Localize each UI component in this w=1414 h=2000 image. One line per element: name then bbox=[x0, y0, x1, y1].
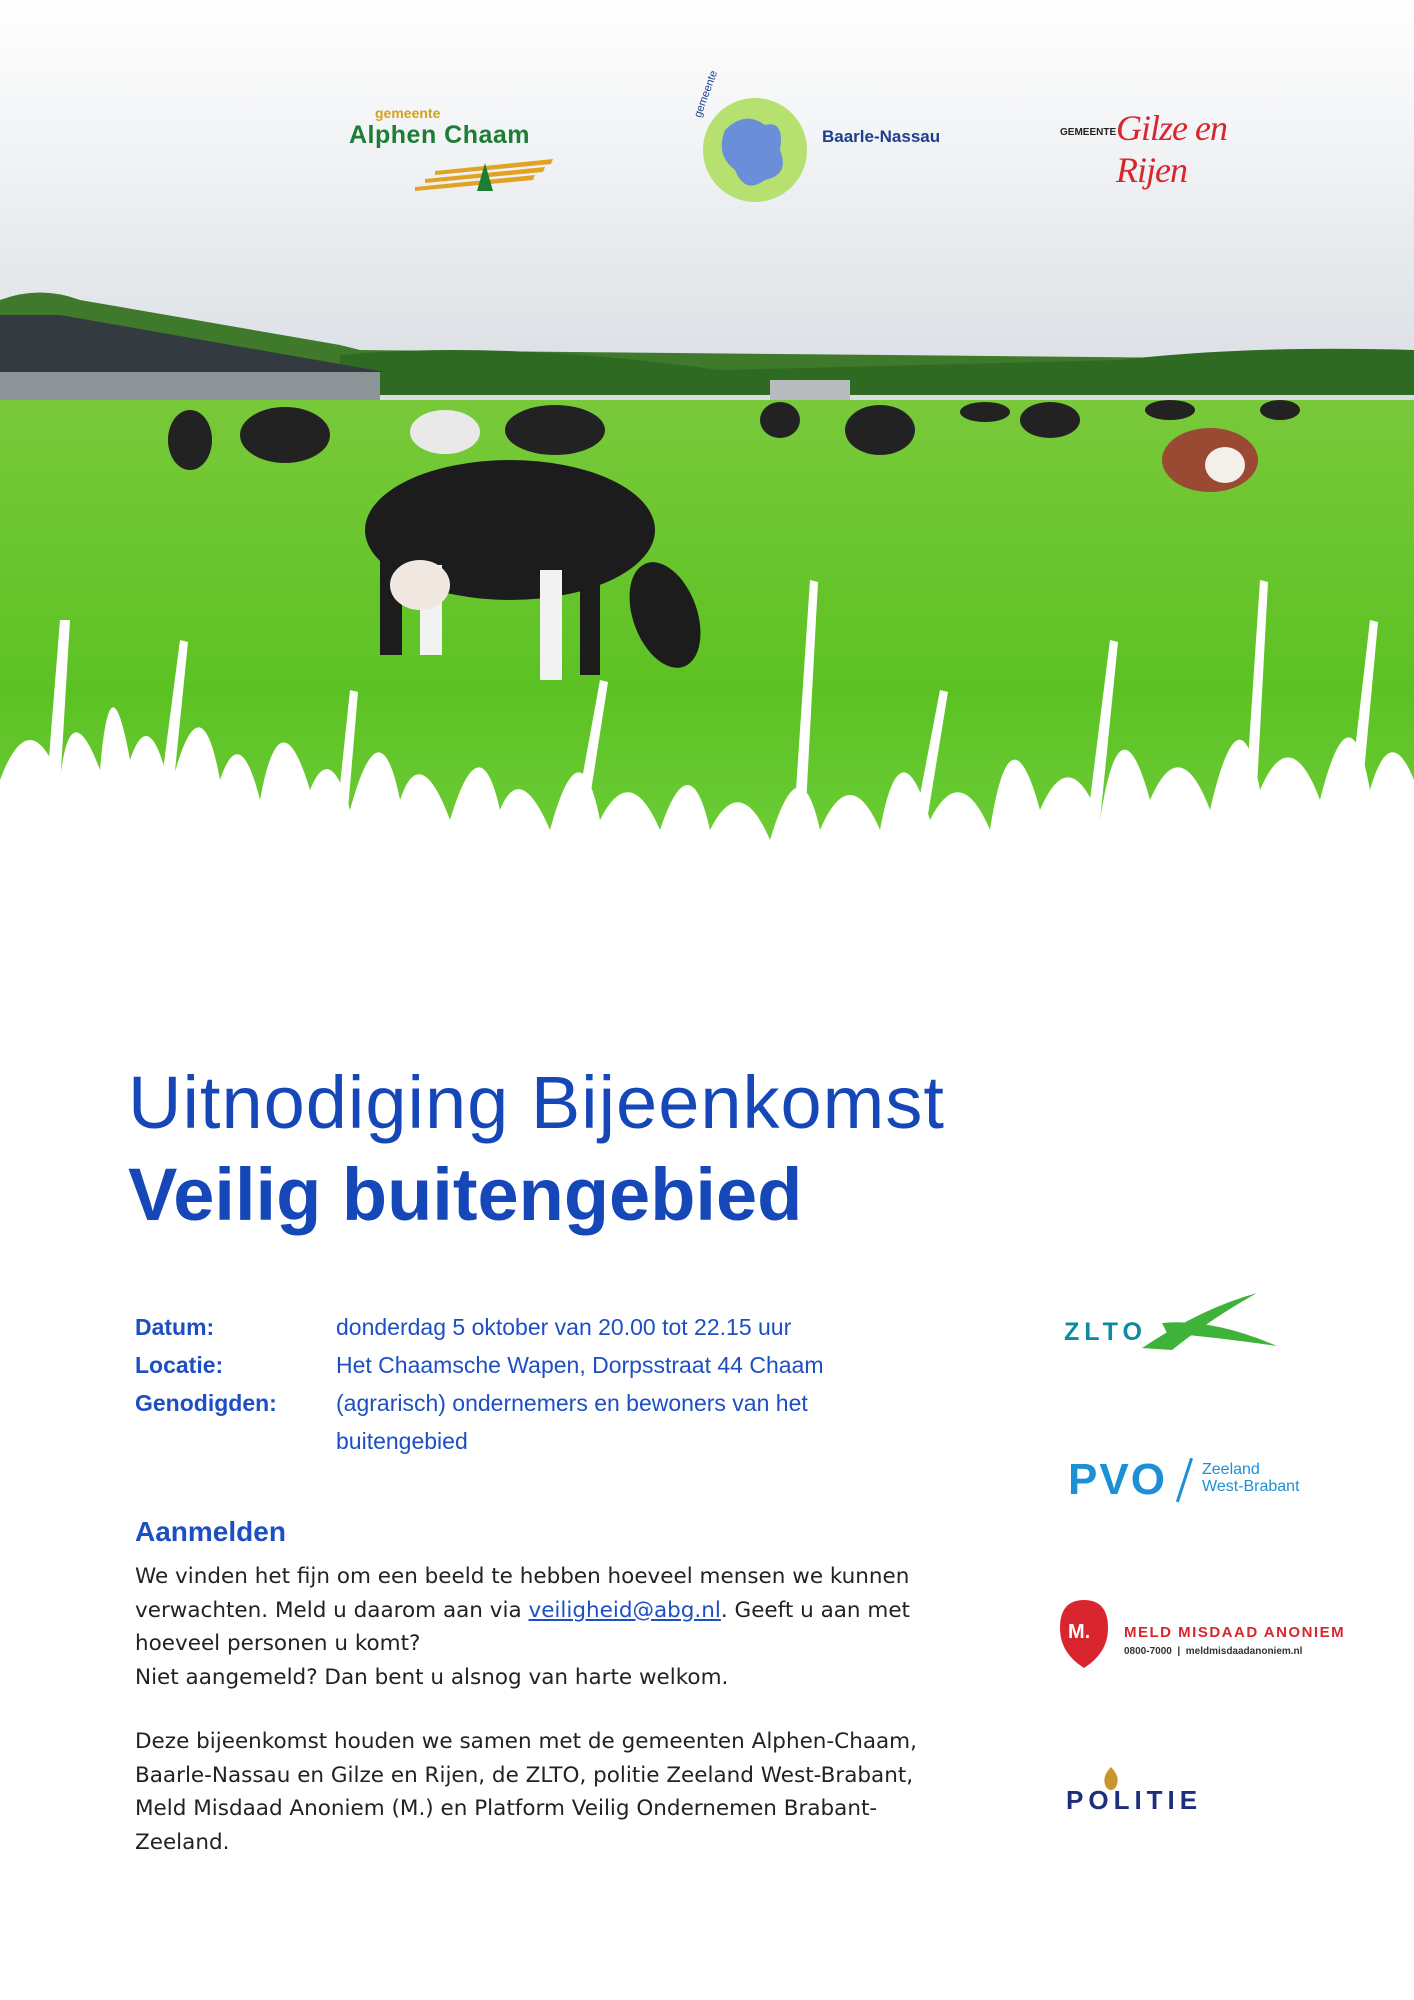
mma-shield-icon bbox=[1058, 1598, 1110, 1670]
genodigden-row bbox=[135, 1384, 995, 1422]
zlto-swoosh-icon bbox=[1142, 1288, 1282, 1358]
genodigden-value: (agrarisch) ondernemers en bewoners van het bbox=[336, 1390, 808, 1416]
genodigden-row-2 bbox=[135, 1422, 995, 1460]
pvo-logo bbox=[1068, 1455, 1308, 1515]
email-link[interactable]: veiligheid@abg.nl bbox=[528, 1597, 721, 1623]
datum-value: donderdag 5 oktober van 20.00 tot 22.15 uur bbox=[336, 1314, 792, 1340]
aanmelden-text bbox=[135, 1560, 995, 1694]
partners-line-3: Meld Misdaad Anoniem (M.) en Platform Veilig Ondernemen Brabant- bbox=[135, 1796, 878, 1821]
politie-text: POLITIE bbox=[1066, 1785, 1203, 1815]
gilze-rijen-logo bbox=[1060, 107, 1300, 190]
svg-text:M.: M. bbox=[1068, 1621, 1091, 1643]
politie-logo bbox=[1066, 1765, 1266, 1825]
aanmelden-line-3: hoeveel personen u komt? bbox=[135, 1631, 421, 1656]
locatie-row bbox=[135, 1346, 995, 1384]
partners-text bbox=[135, 1725, 995, 1859]
locatie-value: Het Chaamsche Wapen, Dorpsstraat 44 Chaam bbox=[336, 1352, 824, 1378]
genodigden-label: Genodigden: bbox=[135, 1390, 277, 1416]
municipality-logos bbox=[0, 69, 1414, 205]
locatie-label: Locatie: bbox=[135, 1352, 224, 1378]
meld-misdaad-anoniem-logo bbox=[1058, 1598, 1368, 1678]
aanmelden-line-2: verwachten. Meld u daarom aan via veiligheid@abg.nl. Geeft u aan met bbox=[135, 1597, 910, 1623]
partners-line-4: Zeeland. bbox=[135, 1829, 230, 1855]
baarle-nassau-name: Baarle-Nassau bbox=[822, 127, 941, 146]
aanmelden-heading: Aanmelden bbox=[135, 1516, 286, 1547]
title-line-1: Uitnodiging Bijeenkomst bbox=[128, 1061, 945, 1144]
hero-image bbox=[0, 0, 1414, 980]
genodigden-value-2: buitengebied bbox=[336, 1428, 468, 1454]
partners-line-1: Deze bijeenkomst houden we samen met de gemeenten Alphen-Chaam, bbox=[135, 1729, 917, 1754]
baarle-nassau-gemeente: gemeente bbox=[692, 69, 721, 120]
pvo-text: PVO bbox=[1068, 1455, 1167, 1504]
datum-label: Datum: bbox=[135, 1314, 215, 1340]
aanmelden-line-4: Niet aangemeld? Dan bent u alsnog van harte welkom. bbox=[135, 1664, 729, 1690]
zlto-text: ZLTO bbox=[1064, 1318, 1147, 1346]
event-details bbox=[135, 1308, 995, 1460]
title-line-2: Veilig buitengebied bbox=[128, 1153, 803, 1236]
alphen-chaam-logo bbox=[345, 105, 565, 195]
alphen-chaam-stripes-icon bbox=[415, 157, 555, 193]
baarle-nassau-logo bbox=[692, 69, 960, 205]
partners-line-2: Baarle-Nassau en Gilze en Rijen, de ZLTO, politie Zeeland West-Brabant, bbox=[135, 1762, 914, 1788]
datum-row bbox=[135, 1308, 995, 1346]
alphen-chaam-gemeente: gemeente bbox=[375, 105, 441, 121]
mma-contact: 0800-7000 | meldmisdaadanoniem.nl bbox=[1124, 1646, 1303, 1657]
pvo-slash bbox=[1176, 1458, 1193, 1503]
aanmelden-line-1: We vinden het fijn om een beeld te hebben hoeveel mensen we kunnen bbox=[135, 1564, 910, 1589]
baarle-nassau-map-icon bbox=[700, 95, 810, 205]
mma-title: MELD MISDAAD ANONIEM bbox=[1124, 1624, 1346, 1641]
zlto-logo bbox=[1062, 1288, 1282, 1358]
gilze-rijen-name: Gilze en Rijen bbox=[1116, 108, 1227, 190]
alphen-chaam-name: Alphen Chaam bbox=[349, 121, 531, 149]
pvo-subtitle: Zeeland West-Brabant bbox=[1202, 1461, 1300, 1495]
gilze-rijen-gemeente: GEMEENTE bbox=[1060, 127, 1117, 138]
